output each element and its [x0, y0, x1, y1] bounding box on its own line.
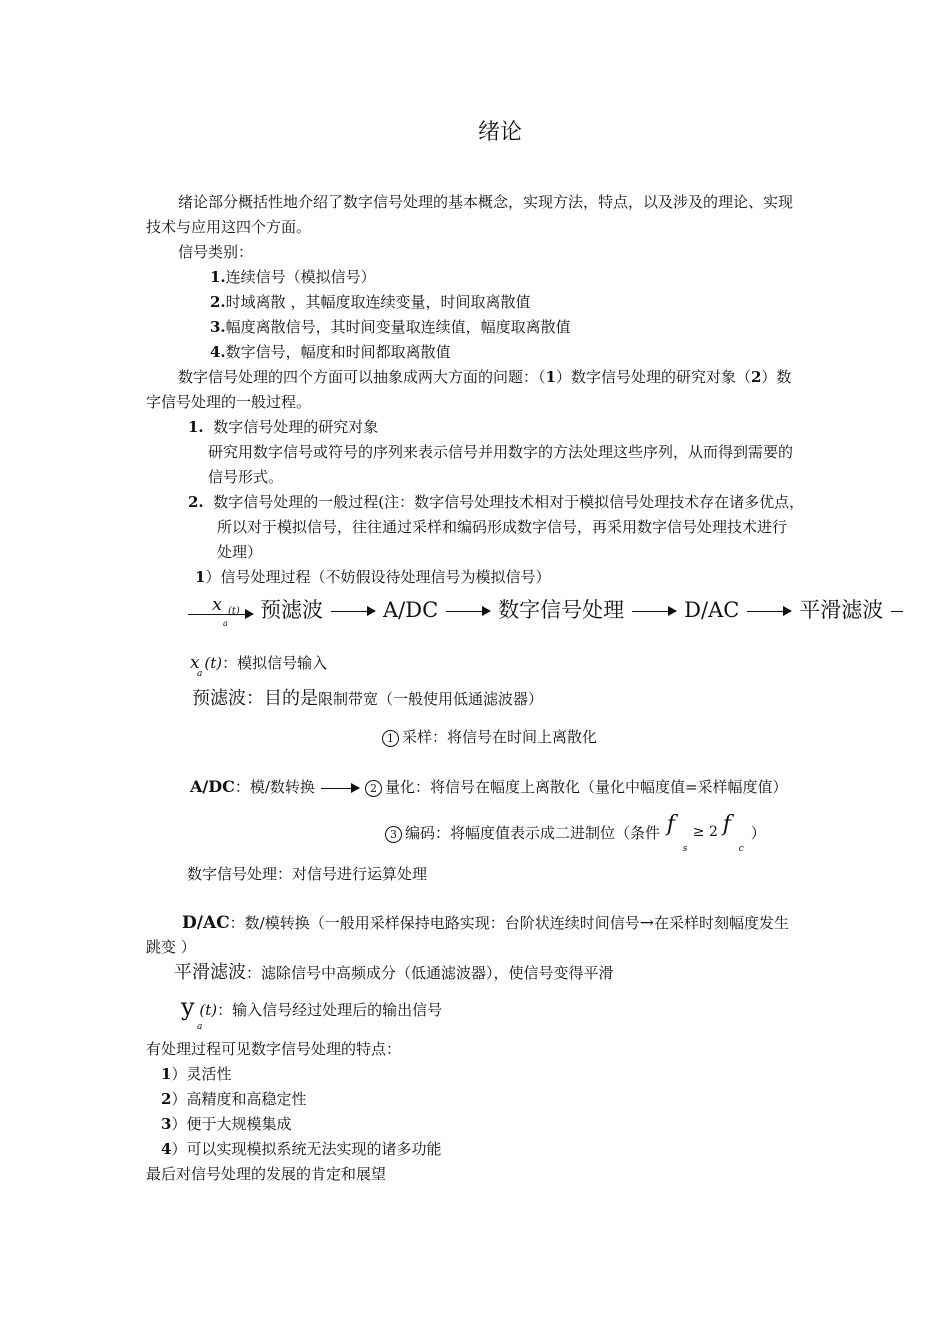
arrow-icon: → [639, 913, 654, 933]
feature-text: ）便于大规模集成 [171, 1115, 292, 1133]
xa-text: ：模拟信号输入 [222, 654, 328, 672]
ya-symbol: y [181, 993, 195, 1021]
signal-type-item [210, 343, 451, 361]
signal-types-heading: 信号类别： [178, 243, 254, 261]
signal-type-item [210, 318, 571, 336]
signal-type-item [210, 268, 376, 286]
dac-definition-2: 跳变 ） [146, 938, 196, 956]
summary-number: 1 [545, 368, 556, 386]
item-text: 连续信号（模拟信号） [225, 268, 376, 286]
ya-arg: (t) [199, 1001, 218, 1019]
condition-ge: ≥ 2 [692, 824, 718, 840]
section-1-body-1: 研究用数字信号或符号的序列来表示信号并用数字的方法处理这些序列，从而得到需要的 [208, 443, 794, 461]
flow-block-prefilter: 预滤波 [260, 598, 323, 622]
adc-step-encoding [385, 812, 766, 854]
summary-text: 数字信号处理的四个方面可以抽象成两大方面的问题：（ [178, 368, 546, 386]
feature-item [161, 1065, 231, 1083]
section-1-body-2: 信号形式。 [208, 468, 284, 486]
signal-type-item [210, 293, 530, 311]
ya-subscript: a [197, 1022, 203, 1032]
dac-text: ：数/模转换（一般用采样保持电路实现：台阶状连续时间信号 [229, 914, 640, 932]
page-title: 绪论 [477, 120, 522, 145]
condition-subscript-s: s [682, 844, 688, 854]
dsp-definition: 数字信号处理：对信号进行运算处理 [187, 865, 428, 883]
section-2-line-2: 所以对于模拟信号，往往通过采样和编码形成数字信号，再采用数字信号处理技术进行 [217, 518, 788, 536]
item-number: 1. [210, 268, 226, 286]
smoothing-text: ：滤除信号中高频成分（低通滤波器），使信号变得平滑 [246, 964, 614, 982]
step-text: 采样：将信号在时间上离散化 [402, 728, 598, 746]
prefilter-text: 限制带宽（一般使用低通滤波器） [318, 690, 544, 708]
ya-text: ：输入信号经过处理后的输出信号 [217, 1001, 443, 1019]
summary-number: 2 [750, 368, 762, 386]
item-text: 幅度离散信号，其时间变量取连续值，幅度取离散值 [225, 318, 571, 336]
condition-f: f [722, 812, 731, 837]
flow-arrow [331, 611, 375, 612]
feature-item [161, 1140, 441, 1158]
flow-block-smooth: 平滑滤波 [799, 598, 884, 622]
feature-number: 4 [161, 1140, 172, 1158]
flow-input-arrow [188, 593, 254, 628]
step-number-circle: 1 [382, 730, 399, 747]
prefilter-label: 预滤波：目的是 [192, 688, 318, 709]
feature-text: ）高精度和高稳定性 [171, 1090, 307, 1108]
xa-arg: (t) [204, 654, 223, 672]
flow-arrow [747, 611, 791, 612]
closing-line: 最后对信号处理的发展的肯定和展望 [146, 1165, 387, 1183]
smoothing-definition [174, 962, 614, 984]
feature-text: ）可以实现模拟系统无法实现的诸多功能 [171, 1140, 442, 1158]
intro-line-2: 技术与应用这四个方面。 [146, 218, 312, 236]
summary-text: ）数 [761, 368, 792, 386]
condition-subscript-c: c [738, 844, 744, 854]
summary-line-1 [178, 368, 791, 386]
item-number: 3. [210, 318, 226, 336]
summary-line-2: 字信号处理的一般过程。 [146, 393, 312, 411]
xa-subscript: a [197, 669, 203, 679]
flow-arrow [632, 611, 676, 612]
subsection-text: ）信号处理过程（不妨假设待处理信号为模拟信号） [205, 568, 551, 586]
item-number: 4. [210, 343, 226, 361]
feature-item [161, 1115, 291, 1133]
adc-step-sampling [382, 728, 597, 747]
flow-output-line [891, 611, 903, 612]
step-text: 量化：将信号在幅度上离散化（量化中幅度值=采样幅度值） [384, 778, 788, 796]
item-number: 2. [210, 293, 226, 311]
xa-symbol: x [190, 653, 200, 673]
section-number: 1. [188, 418, 204, 436]
flow-input-sub: a [223, 618, 228, 628]
intro-line-1: 绪论部分概括性地介绍了数字信号处理的基本概念，实现方法，特点，以及涉及的理论、实现 [178, 193, 794, 211]
step-text: 编码：将幅度值表示成二进制位（条件 [405, 824, 661, 842]
features-heading: 有处理过程可见数字信号处理的特点： [146, 1040, 402, 1058]
item-text: 时域离散 ，其幅度取连续变量，时间取离散值 [225, 293, 531, 311]
ya-definition [181, 993, 443, 1032]
sampling-condition [665, 812, 751, 854]
condition-close: ） [750, 824, 766, 842]
dac-text: 在采样时刻幅度发生 [653, 914, 789, 932]
dac-definition [182, 913, 789, 933]
flow-arrow [446, 611, 490, 612]
feature-number: 2 [161, 1090, 172, 1108]
dac-label: D/AC [182, 913, 230, 933]
section-text: 数字信号处理的一般过程(注：数字信号处理技术相对于模拟信号处理技术存在诸多优点， [213, 493, 805, 511]
adc-text: ：模/数转换 [234, 778, 315, 796]
signal-flow-diagram [188, 593, 903, 628]
section-2-line-3: 处理） [217, 543, 263, 561]
item-text: 数字信号，幅度和时间都取离散值 [225, 343, 451, 361]
section-2-heading [188, 493, 804, 511]
feature-text: ）灵活性 [171, 1065, 232, 1083]
feature-number: 1 [161, 1065, 172, 1083]
xa-definition [190, 653, 328, 679]
flow-block-dac: D/AC [684, 598, 740, 622]
subsection-1-heading [195, 568, 550, 586]
smoothing-label: 平滑滤波 [174, 962, 246, 983]
feature-item [161, 1090, 306, 1108]
prefilter-definition [192, 688, 543, 710]
step-number-circle: 3 [385, 826, 402, 843]
feature-number: 3 [161, 1115, 172, 1133]
section-title: 数字信号处理的研究对象 [213, 418, 379, 436]
flow-block-adc: A/DC [383, 598, 439, 622]
adc-label: A/DC [190, 777, 235, 796]
section-number: 2. [188, 493, 204, 511]
flow-input-arg: (t) [228, 605, 240, 617]
summary-text: ）数字信号处理的研究对象（ [555, 368, 751, 386]
flow-block-dsp: 数字信号处理 [498, 598, 625, 622]
adc-arrow [321, 788, 359, 789]
condition-f: f [666, 812, 675, 837]
section-1-heading [188, 418, 378, 436]
flow-input-symbol: x [212, 593, 223, 615]
adc-definition [190, 777, 788, 797]
subsection-number: 1 [195, 568, 206, 586]
step-number-circle: 2 [365, 780, 382, 797]
